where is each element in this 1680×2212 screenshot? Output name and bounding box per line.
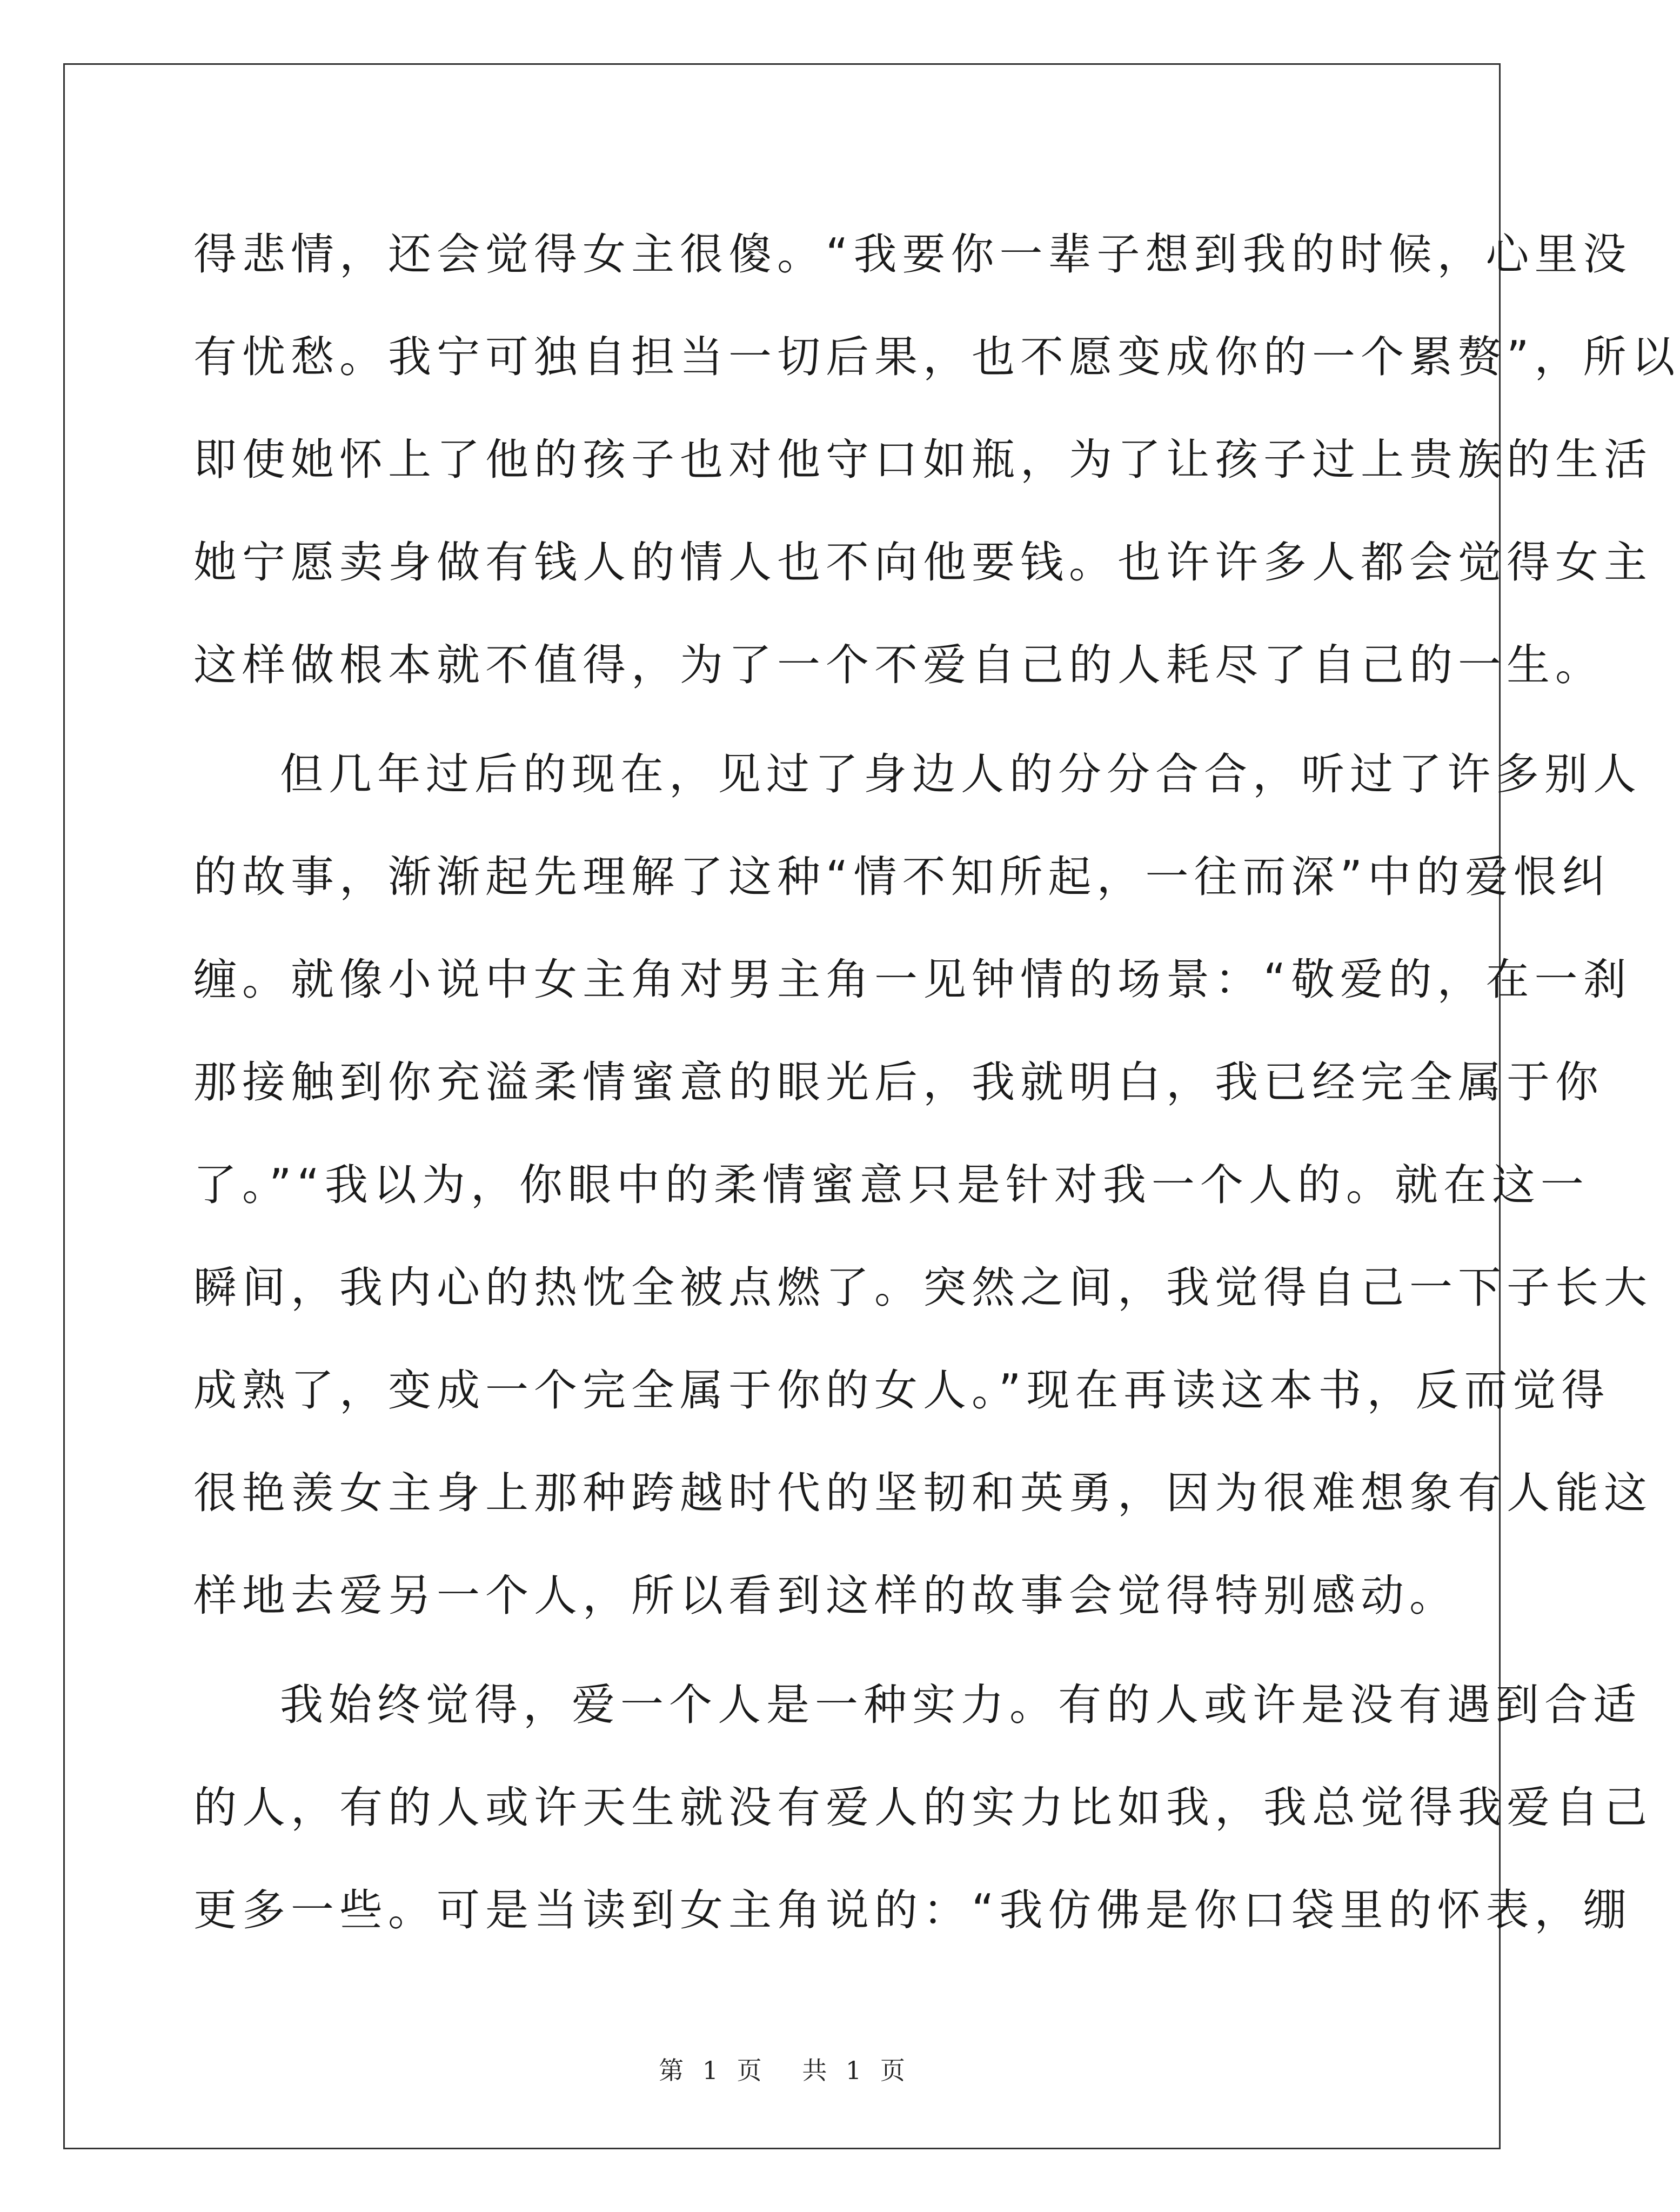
text-line: 成熟了，变成一个完全属于你的女人。”现在再读这本书，反而觉得 xyxy=(193,1365,1610,1415)
text-line: 那接触到你充溢柔情蜜意的眼光后，我就明白，我已经完全属于你 xyxy=(193,1057,1604,1107)
text-line: 即使她怀上了他的孩子也对他守口如瓶，为了让孩子过上贵族的生活 xyxy=(193,435,1652,485)
text-line: 缠。就像小说中女主角对男主角一见钟情的场景：“敬爱的，在一刹 xyxy=(193,954,1632,1005)
page-footer xyxy=(0,2051,1564,2087)
text-line: 了。”“我以为，你眼中的柔情蜜意只是针对我一个人的。就在这一 xyxy=(193,1160,1589,1210)
paragraph-first-line: 但几年过后的现在，见过了身边人的分分合合，听过了许多别人 xyxy=(280,749,1642,799)
text-line: 更多一些。可是当读到女主角说的：“我仿佛是你口袋里的怀表，绷 xyxy=(193,1885,1632,1935)
text-line: 她宁愿卖身做有钱人的情人也不向他要钱。也许许多人都会觉得女主 xyxy=(193,537,1652,587)
page-number-current: 第 1 页 xyxy=(659,2056,762,2085)
text-line: 的故事，渐渐起先理解了这种“情不知所起，一往而深”中的爱恨纠 xyxy=(193,852,1611,902)
text-line: 的人，有的人或许天生就没有爱人的实力比如我，我总觉得我爱自己 xyxy=(193,1782,1652,1833)
text-line: 这样做根本就不值得，为了一个不爱自己的人耗尽了自己的一生。 xyxy=(193,640,1604,690)
text-line: 瞬间，我内心的热忱全被点燃了。突然之间，我觉得自己一下子长大 xyxy=(193,1262,1652,1313)
text-line: 很艳羡女主身上那种跨越时代的坚韧和英勇，因为很难想象有人能这 xyxy=(193,1468,1652,1518)
text-line: 样地去爱另一个人，所以看到这样的故事会觉得特别感动。 xyxy=(193,1571,1458,1621)
text-line: 有忧愁。我宁可独自担当一切后果，也不愿变成你的一个累赘”，所以 xyxy=(193,332,1680,382)
text-line: 得悲情，还会觉得女主很傻。“我要你一辈子想到我的时候，心里没 xyxy=(193,229,1632,279)
paragraph-first-line: 我始终觉得，爱一个人是一种实力。有的人或许是没有遇到合适 xyxy=(280,1680,1642,1730)
body-text xyxy=(193,203,1680,1962)
page-number-total: 共 1 页 xyxy=(802,2056,905,2085)
